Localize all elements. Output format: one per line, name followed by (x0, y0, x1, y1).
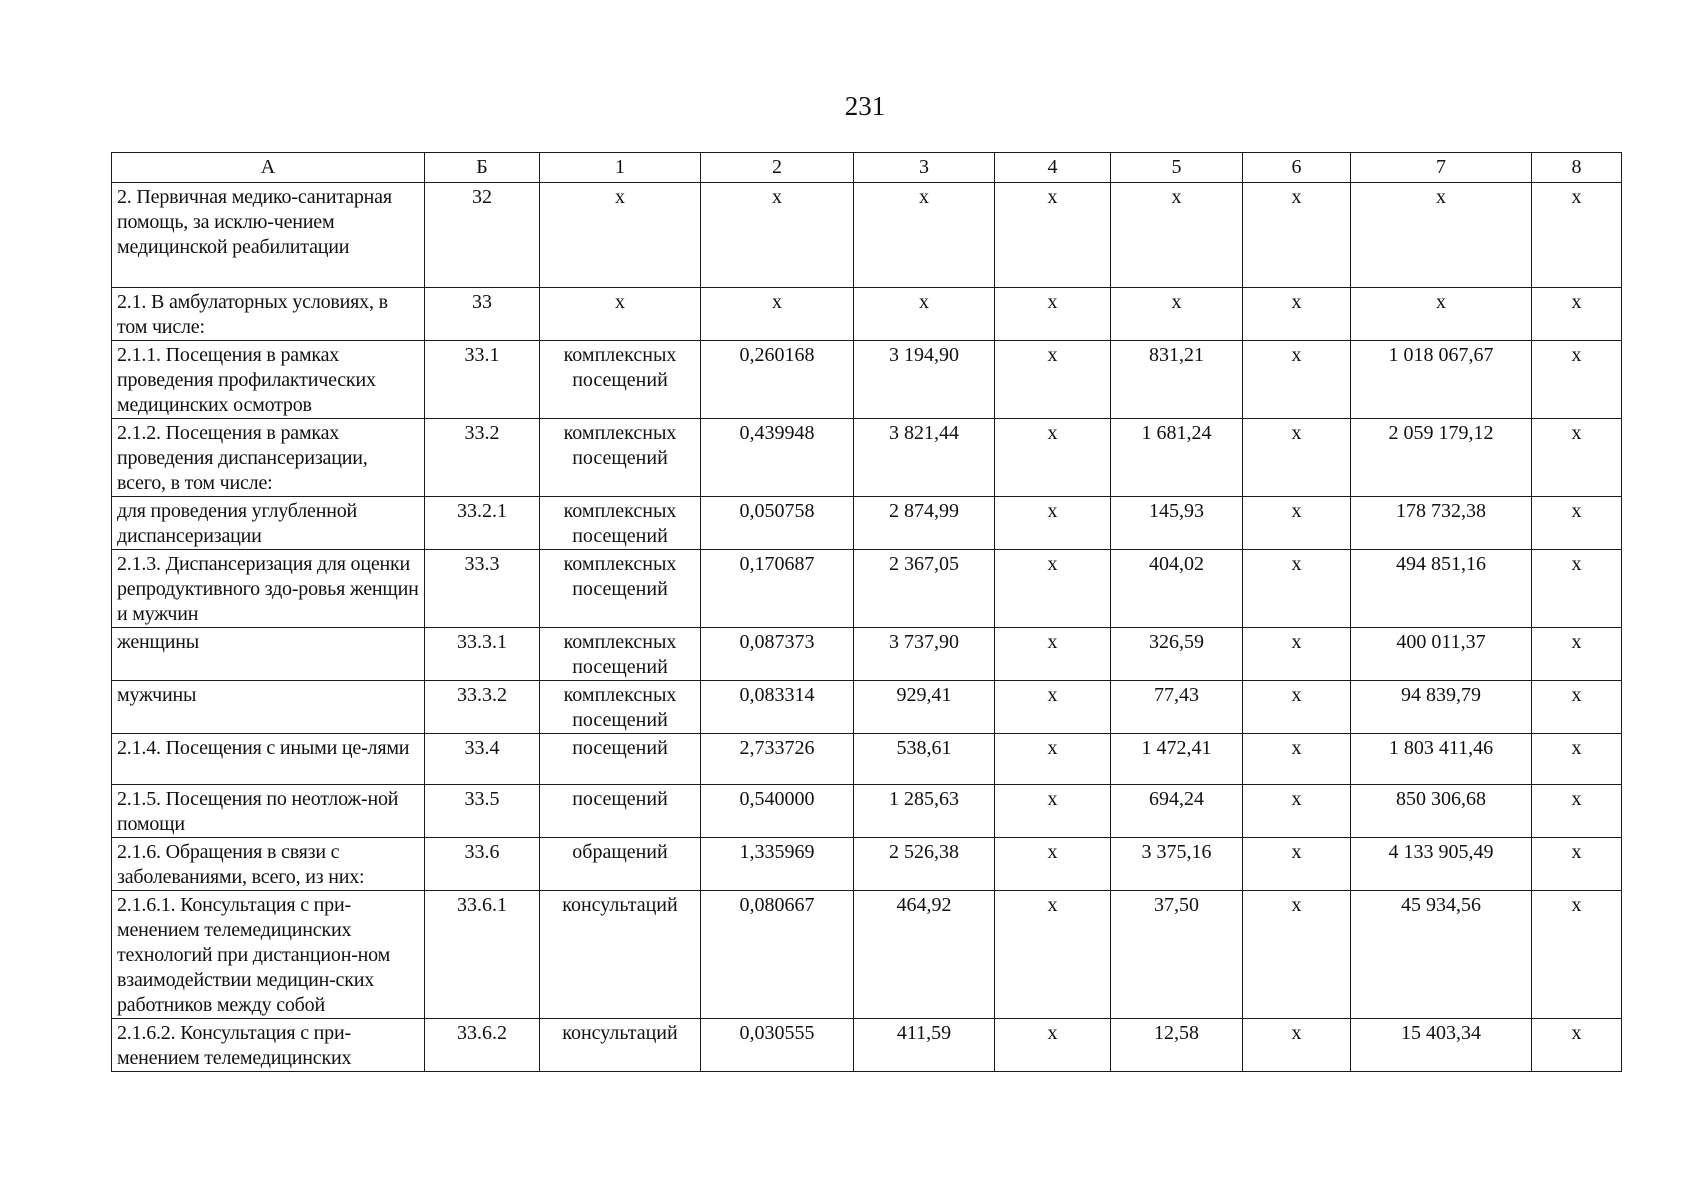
row-code: 33.6.1 (425, 891, 540, 1019)
row-col-4: х (995, 183, 1111, 288)
row-unit: посещений (540, 734, 701, 785)
row-col-5: 145,93 (1111, 497, 1243, 550)
table-row (112, 550, 1622, 628)
row-col-6: х (1243, 419, 1351, 497)
table-row (112, 497, 1622, 550)
row-unit: комплексных посещений (540, 550, 701, 628)
row-unit: х (540, 183, 701, 288)
row-col-6: х (1243, 341, 1351, 419)
row-col-4: х (995, 891, 1111, 1019)
row-unit: комплексных посещений (540, 628, 701, 681)
row-col-7: 850 306,68 (1351, 785, 1532, 838)
row-col-5: х (1111, 288, 1243, 341)
row-col-5: 3 375,16 (1111, 838, 1243, 891)
row-unit: комплексных посещений (540, 497, 701, 550)
header-cell-3: 3 (854, 153, 995, 183)
row-code: 33.1 (425, 341, 540, 419)
row-col-7: 1 803 411,46 (1351, 734, 1532, 785)
row-code: 33.3.1 (425, 628, 540, 681)
table-row (112, 1019, 1622, 1072)
row-name: 2.1.1. Посещения в рамках проведения профилактических медицинских осмотров (112, 341, 425, 419)
row-name: 2.1.6.1. Консультация с при-менением телемедицинских технологий при дистанцион-ном взаимодействии медицин-ских работников между собой (112, 891, 425, 1019)
header-cell-a: А (112, 153, 425, 183)
row-col-4: х (995, 341, 1111, 419)
row-code: 33.2 (425, 419, 540, 497)
row-name: мужчины (112, 681, 425, 734)
row-code: 33.6.2 (425, 1019, 540, 1072)
row-col-5: 326,59 (1111, 628, 1243, 681)
row-col-8: х (1532, 681, 1622, 734)
row-unit: обращений (540, 838, 701, 891)
row-col-7: 45 934,56 (1351, 891, 1532, 1019)
row-col-8: х (1532, 341, 1622, 419)
row-col-4: х (995, 681, 1111, 734)
row-name: 2.1.5. Посещения по неотлож-ной помощи (112, 785, 425, 838)
row-name: 2.1. В амбулаторных условиях, в том числе: (112, 288, 425, 341)
row-code: 33.6 (425, 838, 540, 891)
page-number: 231 (844, 91, 886, 121)
row-col-5: 12,58 (1111, 1019, 1243, 1072)
row-col-6: х (1243, 288, 1351, 341)
row-col-6: х (1243, 628, 1351, 681)
row-name: женщины (112, 628, 425, 681)
row-col-7: 2 059 179,12 (1351, 419, 1532, 497)
row-col-4: х (995, 1019, 1111, 1072)
row-col-7: 94 839,79 (1351, 681, 1532, 734)
row-col-3: 538,61 (854, 734, 995, 785)
header-cell-b: Б (425, 153, 540, 183)
row-col-2: 0,540000 (701, 785, 854, 838)
row-col-4: х (995, 288, 1111, 341)
row-col-7: 178 732,38 (1351, 497, 1532, 550)
row-name: 2.1.6.2. Консультация с при-менением телемедицинских (112, 1019, 425, 1072)
row-col-4: х (995, 419, 1111, 497)
table-row (112, 734, 1622, 785)
table-row (112, 628, 1622, 681)
row-col-5: 77,43 (1111, 681, 1243, 734)
row-col-6: х (1243, 550, 1351, 628)
row-col-3: х (854, 288, 995, 341)
row-col-4: х (995, 628, 1111, 681)
row-name: 2. Первичная медико-санитарная помощь, за исклю-чением медицинской реабилитации (112, 183, 425, 288)
table-row (112, 183, 1622, 288)
row-col-8: х (1532, 497, 1622, 550)
row-col-5: 1 472,41 (1111, 734, 1243, 785)
row-col-5: 694,24 (1111, 785, 1243, 838)
row-col-8: х (1532, 550, 1622, 628)
row-col-2: 0,439948 (701, 419, 854, 497)
row-col-2: 0,050758 (701, 497, 854, 550)
row-col-8: х (1532, 891, 1622, 1019)
row-col-5: 404,02 (1111, 550, 1243, 628)
header-cell-5: 5 (1111, 153, 1243, 183)
header-cell-7: 7 (1351, 153, 1532, 183)
row-col-3: х (854, 183, 995, 288)
row-col-3: 2 874,99 (854, 497, 995, 550)
row-col-6: х (1243, 1019, 1351, 1072)
row-col-2: 0,080667 (701, 891, 854, 1019)
header-cell-1: 1 (540, 153, 701, 183)
row-col-2: 2,733726 (701, 734, 854, 785)
row-col-3: 3 821,44 (854, 419, 995, 497)
row-col-7: 1 018 067,67 (1351, 341, 1532, 419)
row-name: для проведения углубленной диспансеризации (112, 497, 425, 550)
row-col-6: х (1243, 838, 1351, 891)
row-col-8: х (1532, 419, 1622, 497)
header-row (112, 153, 1622, 183)
row-name: 2.1.3. Диспансеризация для оценки репродуктивного здо-ровья женщин и мужчин (112, 550, 425, 628)
row-col-5: 831,21 (1111, 341, 1243, 419)
row-col-8: х (1532, 183, 1622, 288)
row-unit: посещений (540, 785, 701, 838)
row-col-4: х (995, 497, 1111, 550)
table-row (112, 419, 1622, 497)
table-row (112, 288, 1622, 341)
row-col-3: 2 526,38 (854, 838, 995, 891)
row-col-7: 400 011,37 (1351, 628, 1532, 681)
row-col-2: х (701, 183, 854, 288)
row-col-2: х (701, 288, 854, 341)
row-col-2: 0,087373 (701, 628, 854, 681)
row-col-8: х (1532, 288, 1622, 341)
row-col-3: 464,92 (854, 891, 995, 1019)
row-col-7: х (1351, 183, 1532, 288)
row-name: 2.1.2. Посещения в рамках проведения диспансеризации, всего, в том числе: (112, 419, 425, 497)
row-unit: комплексных посещений (540, 341, 701, 419)
row-unit: комплексных посещений (540, 681, 701, 734)
row-col-8: х (1532, 1019, 1622, 1072)
row-col-3: 1 285,63 (854, 785, 995, 838)
row-col-2: 0,170687 (701, 550, 854, 628)
row-col-8: х (1532, 838, 1622, 891)
row-col-6: х (1243, 734, 1351, 785)
row-col-3: 929,41 (854, 681, 995, 734)
row-unit: консультаций (540, 1019, 701, 1072)
header-cell-8: 8 (1532, 153, 1622, 183)
row-col-3: 2 367,05 (854, 550, 995, 628)
table-row (112, 838, 1622, 891)
row-col-3: 411,59 (854, 1019, 995, 1072)
header-cell-2: 2 (701, 153, 854, 183)
row-code: 33.2.1 (425, 497, 540, 550)
data-table (111, 152, 1622, 1072)
row-unit: консультаций (540, 891, 701, 1019)
row-col-7: 494 851,16 (1351, 550, 1532, 628)
row-code: 33.4 (425, 734, 540, 785)
row-code: 33 (425, 288, 540, 341)
row-col-8: х (1532, 628, 1622, 681)
row-col-7: 15 403,34 (1351, 1019, 1532, 1072)
row-col-7: х (1351, 288, 1532, 341)
row-col-5: 37,50 (1111, 891, 1243, 1019)
row-code: 33.5 (425, 785, 540, 838)
row-col-6: х (1243, 681, 1351, 734)
row-col-4: х (995, 734, 1111, 785)
table-row (112, 341, 1622, 419)
row-name: 2.1.4. Посещения с иными це-лями (112, 734, 425, 785)
row-col-5: х (1111, 183, 1243, 288)
row-col-2: 1,335969 (701, 838, 854, 891)
row-col-2: 0,030555 (701, 1019, 854, 1072)
row-col-2: 0,083314 (701, 681, 854, 734)
row-unit: х (540, 288, 701, 341)
row-col-8: х (1532, 734, 1622, 785)
row-col-6: х (1243, 497, 1351, 550)
row-col-2: 0,260168 (701, 341, 854, 419)
row-col-3: 3 194,90 (854, 341, 995, 419)
row-col-6: х (1243, 785, 1351, 838)
row-col-6: х (1243, 183, 1351, 288)
table-row (112, 681, 1622, 734)
row-col-8: х (1532, 785, 1622, 838)
row-name: 2.1.6. Обращения в связи с заболеваниями, всего, из них: (112, 838, 425, 891)
header-cell-6: 6 (1243, 153, 1351, 183)
row-col-7: 4 133 905,49 (1351, 838, 1532, 891)
row-code: 33.3 (425, 550, 540, 628)
row-col-4: х (995, 550, 1111, 628)
row-col-3: 3 737,90 (854, 628, 995, 681)
row-col-6: х (1243, 891, 1351, 1019)
row-code: 32 (425, 183, 540, 288)
row-col-5: 1 681,24 (1111, 419, 1243, 497)
row-col-4: х (995, 838, 1111, 891)
header-cell-4: 4 (995, 153, 1111, 183)
table-row (112, 785, 1622, 838)
row-col-4: х (995, 785, 1111, 838)
row-code: 33.3.2 (425, 681, 540, 734)
row-unit: комплексных посещений (540, 419, 701, 497)
table-row (112, 891, 1622, 1019)
